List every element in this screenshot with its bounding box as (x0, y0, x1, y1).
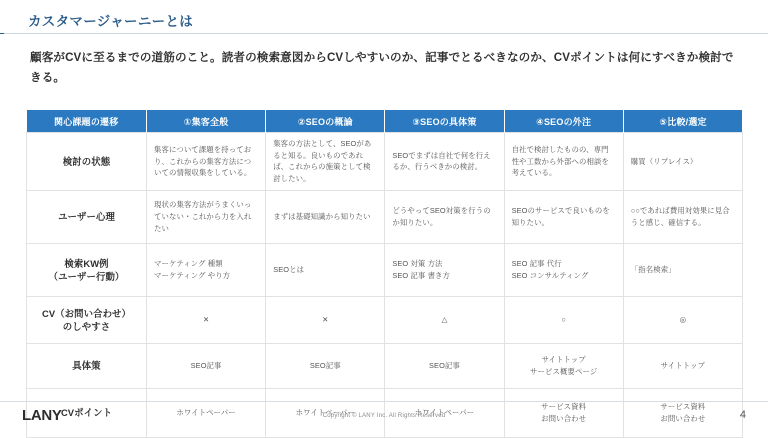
table-cell (623, 343, 742, 388)
customer-journey-table-wrapper (26, 110, 742, 438)
table-cell-line: SEO 記事 書き方 (392, 270, 451, 280)
table-cell (623, 243, 742, 296)
table-cell-line: マーケティング 種類 (154, 259, 223, 269)
row-label (27, 343, 147, 388)
table-cell-line: サービス概要ページ (530, 366, 598, 376)
table-cell-line: まずは基礎知識から知りたい (273, 211, 371, 221)
table-cell-line: SEO 対策 方法 (392, 259, 443, 269)
row-label-line: のしやすさ (62, 320, 111, 332)
row-label-line: （ユーザー行動） (48, 270, 125, 282)
table-cell-line: SEO記事 (190, 360, 222, 370)
table-cell-line: SEO記事 (309, 360, 341, 370)
table-cell-line: 現状の集客方法がうまくいっていない・これから力を入れたい (154, 200, 252, 233)
table-cell (266, 243, 385, 296)
table-cell (504, 343, 623, 388)
table-cell-symbol (504, 296, 623, 343)
table-cell (147, 343, 266, 388)
table-header-cell-stage-2: ②SEOの概論 (266, 110, 385, 133)
rating-symbol: ✕ (322, 314, 329, 324)
customer-journey-table (26, 110, 743, 438)
table-cell-symbol (266, 296, 385, 343)
copyright-text: Copyright © LANY Inc. All Rights Reserved (322, 413, 446, 419)
table-cell (147, 190, 266, 243)
table-cell (623, 133, 742, 191)
table-cell-line: お問い合わせ (541, 413, 587, 423)
table-header-cell-stage-5: ⑤比較/選定 (623, 110, 742, 133)
table-cell (504, 243, 623, 296)
row-label (27, 133, 147, 191)
table-cell-line: SEOとは (273, 264, 305, 274)
rating-symbol: △ (441, 314, 448, 324)
table-cell-line: ○○であれば費用対効果に見合うと感じ、確信する。 (630, 206, 730, 227)
table-cell-line: お問い合わせ (660, 413, 706, 423)
table-header-row (27, 110, 743, 133)
table-cell-line: ホワイトペーパー (414, 407, 475, 417)
table-header-cell-stage-4: ④SEOの外注 (504, 110, 623, 133)
row-label (27, 243, 147, 296)
title-divider (0, 33, 768, 34)
table-cell (385, 343, 504, 388)
table-cell (385, 243, 504, 296)
table-cell-line: ホワイトペーパー (295, 407, 355, 417)
table-cell (385, 190, 504, 243)
row-label-line: ユーザー心理 (58, 211, 115, 223)
table-cell (385, 133, 504, 191)
table-cell-line: サイトトップ (660, 360, 705, 370)
table-cell-line: ホワイトペーパー (176, 407, 236, 417)
table-cell-line: SEO コンサルティング (511, 270, 589, 280)
table-cell (504, 133, 623, 191)
table-row (27, 296, 743, 343)
table-header (27, 110, 743, 133)
table-cell-line: マーケティング やり方 (154, 270, 231, 280)
slide-title-bar (0, 8, 768, 36)
row-label-line: CV（お問い合わせ） (41, 307, 132, 319)
rating-symbol: ✕ (202, 314, 210, 324)
table-cell-line: SEOのサービスで良いものを知りたい。 (511, 206, 610, 227)
table-header-cell-rowlabel: 関心課題の遷移 (27, 110, 147, 133)
table-cell-line: 購買（リプレイス） (630, 156, 698, 166)
table-cell (266, 190, 385, 243)
table-cell-line: どうやってSEO対策を行うのか知りたい。 (392, 206, 491, 227)
rating-symbol: ◎ (679, 314, 687, 324)
table-header-cell-stage-1: ①集客全般 (147, 110, 266, 133)
table-cell (623, 190, 742, 243)
table-cell (147, 133, 266, 191)
table-cell-symbol (385, 296, 504, 343)
table-cell-line: SEOでまずは自社で何を行えるか、行うべきかの検討。 (392, 150, 491, 172)
table-cell-symbol (623, 296, 742, 343)
page-number: 4 (739, 409, 746, 421)
table-cell-line: 「指名検索」 (630, 264, 676, 274)
table-cell (266, 133, 385, 191)
page-title: カスタマージャーニーとは (28, 14, 194, 29)
table-cell-line: 自社で検討したものの、専門性や工数から外部への相談を考えている。 (511, 144, 609, 178)
table-cell-line: SEO記事 (429, 360, 460, 370)
rating-symbol: ○ (561, 314, 566, 324)
table-cell-line: 集客について課題を持っており、これからの集客方法についての情報収集をしている。 (154, 144, 252, 178)
table-row (27, 133, 743, 191)
row-label (27, 190, 147, 243)
table-cell (266, 343, 385, 388)
row-label-line: 具体策 (72, 360, 101, 372)
row-label-line: CVポイント (60, 407, 113, 419)
lead-paragraph: 顧客がCVに至るまでの道筋のこと。読者の検索意図からCVしやすいのか、記事でとるべきなのか、CVポイントは何にすべきか検討できる。 (30, 51, 734, 85)
table-header-cell-stage-3: ③SEOの具体策 (385, 110, 504, 133)
row-label (27, 296, 147, 343)
row-label-line: 検索KW例 (64, 257, 109, 269)
title-divider-accent (0, 33, 4, 34)
table-cell-symbol (147, 296, 266, 343)
table-row (27, 190, 743, 243)
footer-divider (0, 401, 768, 402)
table-cell-line: サービス資料 (660, 402, 706, 412)
table-cell (147, 243, 266, 296)
row-label-line: 検討の状態 (62, 155, 111, 167)
brand-logo: LANY (22, 407, 62, 424)
table-cell-line: SEO 記事 代行 (511, 259, 562, 269)
table-cell-line: サービス資料 (541, 402, 587, 412)
table-cell (504, 190, 623, 243)
table-cell-line: サイトトップ (541, 355, 586, 365)
table-row (27, 243, 743, 296)
table-row (27, 343, 743, 388)
table-cell-line: 集客の方法として、SEOがあると知る。良いものであれば、これからの施策として検討したい。 (273, 139, 372, 184)
table-body (27, 133, 743, 438)
